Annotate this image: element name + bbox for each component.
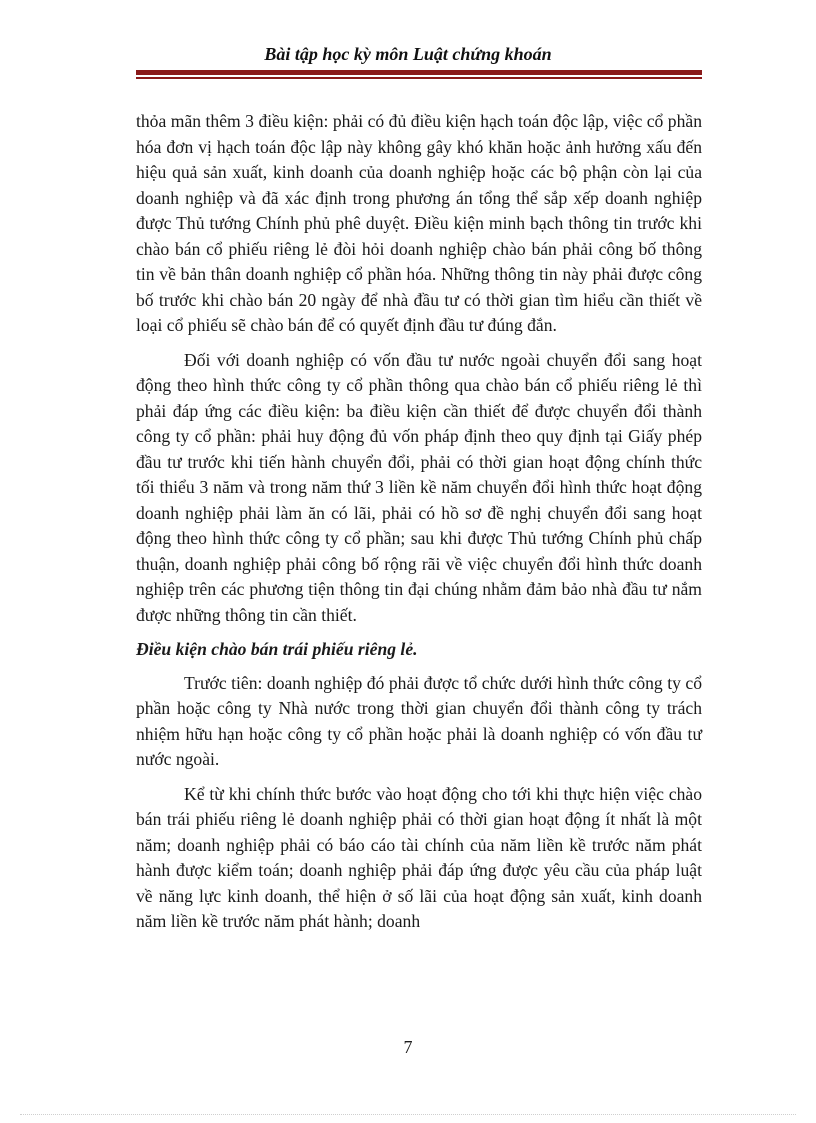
paragraph-foreign-investment: Đối với doanh nghiệp có vốn đầu tư nước ngoài chuyển đổi sang hoạt động theo hình thức công ty cổ phần thông qua chào bán cổ phiếu riêng lẻ thì phải đáp ứng các điều kiện: ba điều kiện cần thiết để được chuyển đổi thành công ty cổ phần: phải huy động đủ vốn pháp định theo quy định tại Giấy phép đầu tư trước khi tiến hành chuyển đổi, phải có thời gian hoạt động chính thức tối thiểu 3 năm và trong năm thứ 3 liền kề năm chuyển đổi hình thức hoạt động doanh nghiệp phải làm ăn có lãi, phải có hồ sơ đề nghị chuyển đổi sang hoạt động theo hình thức công ty cổ phần; sau khi được Thủ tướng Chính phủ chấp thuận, doanh nghiệp phải công bố rộng rãi về việc chuyển đổi hình thức doanh nghiệp trên các phương tiện thông tin đại chúng nhằm đảm bảo nhà đầu tư nắm được những thông tin cần thiết. xyxy=(136,349,702,625)
page-number: 7 xyxy=(403,1037,413,1057)
header-rule-thick xyxy=(136,70,702,75)
page-header-title: Bài tập học kỳ môn Luật chứng khoán xyxy=(264,44,552,64)
section-subheading: Điều kiện chào bán trái phiếu riêng lẻ. xyxy=(136,639,418,659)
header-rule-thin xyxy=(136,77,702,79)
paragraph-first-condition: Trước tiên: doanh nghiệp đó phải được tổ chức dưới hình thức công ty cổ phần hoặc công ty Nhà nước trong thời gian chuyển đổi thành công ty trách nhiệm hữu hạn hoặc công ty cổ phần hoặc phải là doanh nghiệp có vốn đầu tư nước ngoài. xyxy=(136,672,702,769)
paragraph-operating-time: Kể từ khi chính thức bước vào hoạt động cho tới khi thực hiện việc chào bán trái phiếu riêng lẻ doanh nghiệp phải có thời gian hoạt động ít nhất là một năm; doanh nghiệp phải có báo cáo tài chính của năm liền kề trước năm phát hành được kiểm toán; doanh nghiệp phải đáp ứng được yêu cầu của pháp luật về năng lực kinh doanh, thể hiện ở số lãi của hoạt động sản xuất, kinh doanh năm liền kề trước năm phát hành; doanh xyxy=(136,783,702,931)
header-rule xyxy=(136,70,702,80)
body-text xyxy=(136,109,702,944)
page-bottom-border xyxy=(20,1114,796,1115)
paragraph-continuation: thỏa mãn thêm 3 điều kiện: phải có đủ điều kiện hạch toán độc lập, việc cổ phần hóa đơn vị hạch toán độc lập này không gây khó khăn hoặc ảnh hưởng xấu đến hiệu quả sản xuất, kinh doanh của doanh nghiệp hoặc các bộ phận còn lại của doanh nghiệp và đã xác định trong phương án tổng thể sắp xếp doanh nghiệp được Thủ tướng Chính phủ phê duyệt. Điều kiện minh bạch thông tin trước khi chào bán cổ phiếu riêng lẻ đòi hỏi doanh nghiệp chào bán phải công bố thông tin về bản thân doanh nghiệp cổ phần hóa. Những thông tin này phải được công bố trước khi chào bán 20 ngày để nhà đầu tư có thời gian tìm hiểu cần thiết về loại cổ phiếu sẽ chào bán để có quyết định đầu tư đúng đắn. xyxy=(136,111,702,335)
